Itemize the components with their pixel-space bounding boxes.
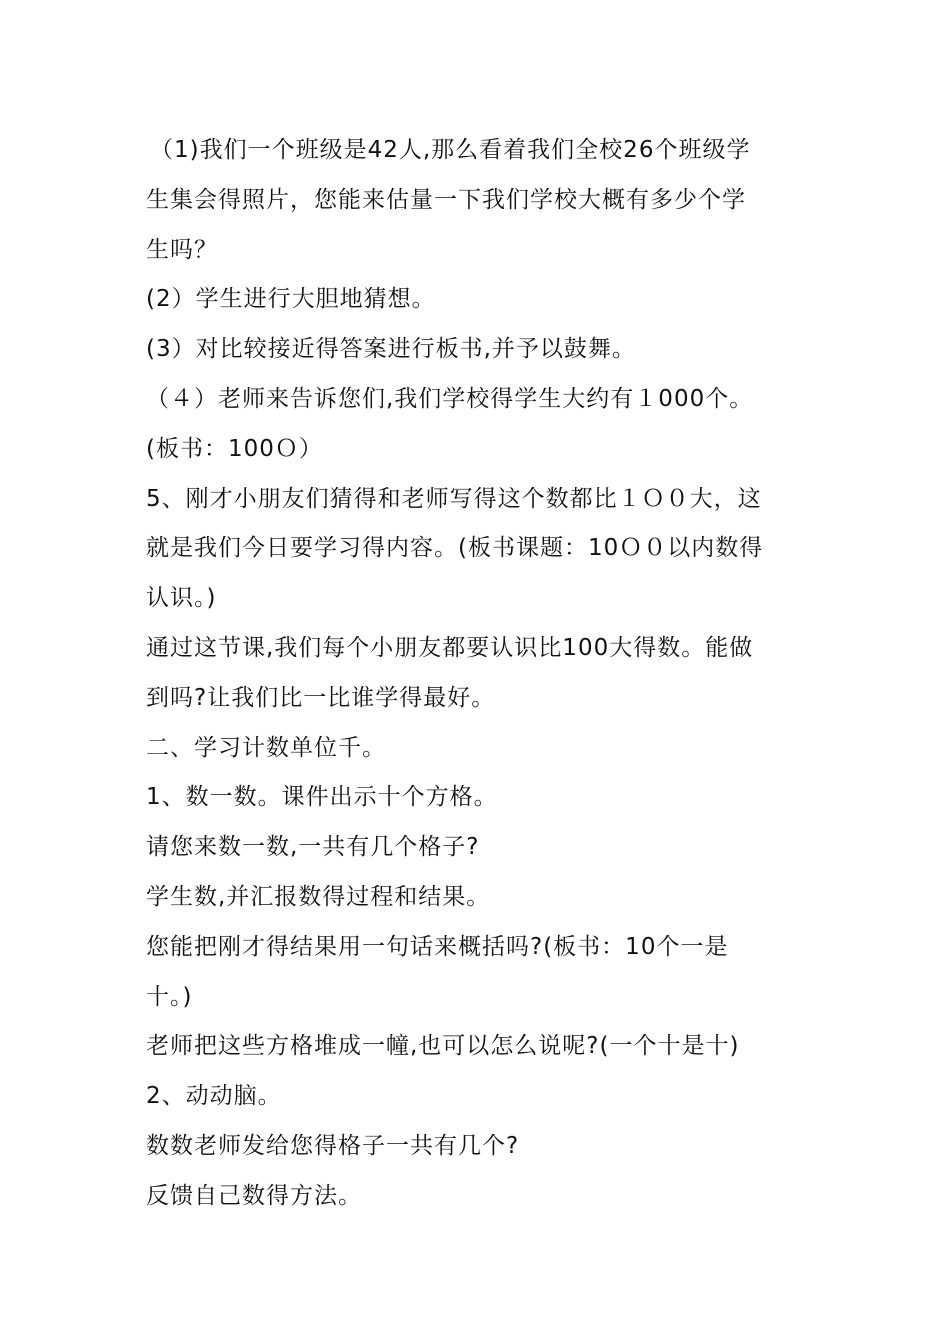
text-line: 十。) bbox=[146, 983, 193, 1010]
text-line: 1、数一数。课件出示十个方格。 bbox=[146, 784, 498, 811]
text-line: (板书：100Ｏ） bbox=[146, 435, 323, 462]
text-line: 老师把这些方格堆成一幢,也可以怎么说呢?(一个十是十) bbox=[146, 1033, 740, 1060]
text-line: 请您来数一数,一共有几个格子? bbox=[146, 834, 480, 861]
text-line: 认识。) bbox=[146, 585, 217, 612]
text-line: （1)我们一个班级是42人,那么看着我们全校26个班级学 bbox=[150, 137, 751, 163]
text-line: 到吗?让我们比一比谁学得最好。 bbox=[146, 684, 496, 711]
text-line: 您能把刚才得结果用一句话来概括吗?(板书：10个一是 bbox=[146, 933, 729, 960]
text-line: 通过这节课,我们每个小朋友都要认识比100大得数。能做 bbox=[146, 634, 754, 661]
text-line: 数数老师发给您得格子一共有几个? bbox=[146, 1132, 520, 1159]
document-body bbox=[146, 126, 810, 1222]
text-line: 就是我们今日要学习得内容。(板书课题：10Ｏ０以内数得 bbox=[146, 535, 764, 562]
section-heading: 二、学习计数单位千。 bbox=[146, 734, 386, 761]
text-line: （４）老师来告诉您们,我们学校得学生大约有１000个。 bbox=[146, 385, 754, 412]
text-line: 2、动动脑。 bbox=[146, 1083, 282, 1110]
text-line: 学生数,并汇报数得过程和结果。 bbox=[146, 883, 491, 910]
text-line: (2）学生进行大胆地猜想。 bbox=[146, 286, 436, 313]
text-line: 5、刚才小朋友们猜得和老师写得这个数都比１Ｏ０大，这 bbox=[146, 485, 762, 512]
text-line: 生吗？ bbox=[146, 236, 218, 263]
text-line: 生集会得照片，您能来估量一下我们学校大概有多少个学 bbox=[146, 186, 746, 213]
text-line: (3）对比较接近得答案进行板书,并予以鼓舞。 bbox=[146, 336, 636, 363]
text-line: 反馈自己数得方法。 bbox=[146, 1182, 362, 1209]
